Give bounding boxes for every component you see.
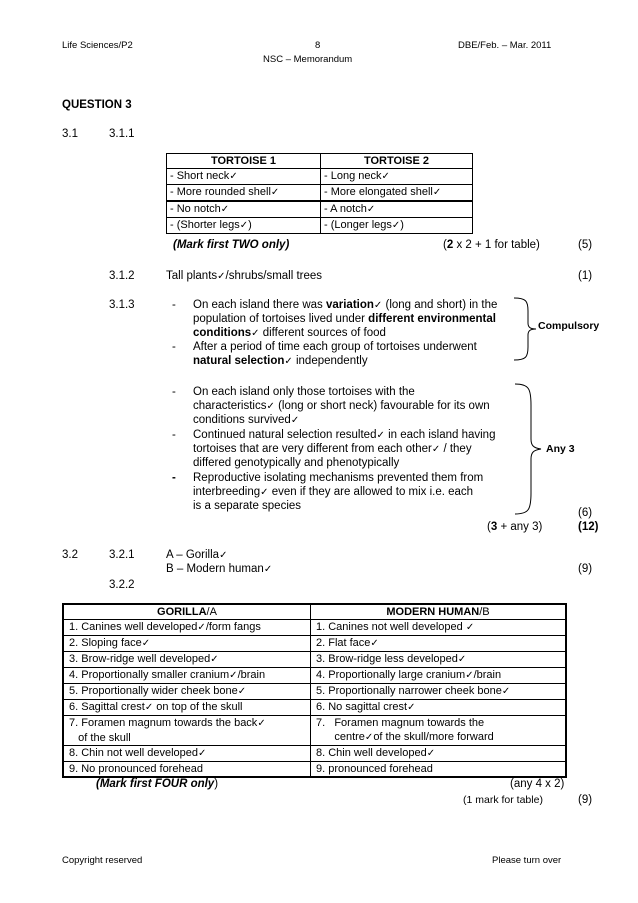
formula-open: ( [443,239,447,251]
text-bold: MODERN HUMAN [386,606,480,618]
tortoise-table [166,153,473,234]
text-bold: GORILLA [157,606,207,618]
tick-icon: ✓ [220,204,230,215]
answer-text: /shrubs/small trees [225,270,323,282]
bullet-5-line-1: Reproductive isolating mechanisms prevented them from [193,472,484,484]
tick-icon: ✓ [391,220,401,231]
header-subtitle: NSC – Memorandum [263,54,353,65]
text: (long or short neck) favourable for its own [274,400,490,412]
tick-icon: ✓ [370,638,379,649]
bullet-1-line-1 [193,298,497,313]
text: 9. pronounced forehead [316,763,433,775]
cell-text: - (Longer legs [324,219,392,231]
text: 1. Canines not well developed [316,621,466,633]
gorilla-header [63,604,311,620]
gorilla-human-table [62,603,567,778]
table-cell [311,684,567,700]
table-cell [311,620,567,636]
cell-text: - A notch [324,203,367,215]
tick-icon: ✓ [257,718,266,729]
tick-icon: ✓ [266,401,275,412]
close-paren: ) [400,219,404,231]
text: 7. Foramen magnum towards the back [69,717,258,729]
text: 4. Proportionally smaller cranium [69,669,230,681]
table-cell [63,668,311,684]
bullet-2-line-2 [193,354,368,369]
text: /B [479,606,490,618]
cell-text: - More rounded shell [170,186,271,198]
text: 1. Canines well developed [69,621,198,633]
tick-icon: ✓ [210,654,219,665]
tick-icon: ✓ [239,220,249,231]
bullet-dash: - [172,472,176,484]
any-3-brace [513,383,545,515]
bullet-5-line-3: is a separate species [193,500,302,512]
text: of the skull/more forward [373,731,494,743]
tick-icon: ✓ [229,670,238,681]
bullet-dash: - [172,341,176,353]
text: /brain [473,669,502,681]
table-row [63,636,566,652]
table-row [63,668,566,684]
table-cell [321,218,473,234]
tortoise-2-header: TORTOISE 2 [321,154,473,169]
table-row [63,652,566,668]
table-cell [63,684,311,700]
text-bold: conditions [193,327,252,339]
q3-1-2-answer [166,269,322,284]
text: 8. Chin well developed [316,747,427,759]
q3-1-1-number: 3.1.1 [109,128,135,140]
table-cell [311,762,567,778]
text: 3. Brow-ridge less developed [316,653,458,665]
table-cell [167,218,321,234]
text-bold: natural selection [193,355,285,367]
table-cell [311,636,567,652]
tick-icon: ✓ [381,171,390,182]
table-cell [311,746,567,762]
table-cell [63,652,311,668]
text: ) [214,778,219,790]
header-right: DBE/Feb. – Mar. 2011 [458,40,552,51]
table-cell [311,652,567,668]
bullet-dash: - [172,386,176,398]
text: A – Gorilla [166,549,220,561]
marks-formula [443,238,540,252]
text: characteristics [193,400,267,412]
table-row [63,700,566,716]
table-cell [167,169,321,185]
q3-2-2-number: 3.2.2 [109,579,135,591]
table-cell [311,668,567,684]
text: 4. Proportionally large cranium [316,669,466,681]
bullet-4-line-1 [193,428,495,443]
text: 7. Foramen magnum towards the [316,717,485,729]
tick-icon: ✓ [465,622,475,633]
table-cell [63,746,311,762]
bullet-5-line-2 [193,485,473,500]
cell-text: - Short neck [170,170,230,182]
question-title: QUESTION 3 [62,99,132,111]
tick-icon: ✓ [465,670,474,681]
marks-3-1-3: (6) [578,507,593,519]
tick-icon: ✓ [457,654,467,665]
tick-icon: ✓ [263,564,273,575]
tortoise-1-header: TORTOISE 1 [167,154,321,169]
formula-bold: 2 [446,239,454,251]
tick-icon: ✓ [426,748,436,759]
footer-left: Copyright reserved [62,855,143,866]
table-row [63,684,566,700]
text: 5. Proportionally narrower cheek bone [316,685,502,697]
sum-formula [487,520,542,534]
table-cell [321,201,473,218]
table-cell [63,762,311,778]
table-cell [311,716,567,746]
text: on top of the skull [153,701,243,713]
text: /form fangs [205,621,261,633]
tick-icon: ✓ [229,171,238,182]
text-bold-italic: (Mark first FOUR only [96,778,215,790]
tick-icon: ✓ [217,271,226,282]
marks-3-2-2: (9) [578,794,593,806]
text: tortoises that are very different from each other [193,443,432,455]
text: (long and short) in the [382,299,498,311]
text: Continued natural selection resulted [193,429,377,441]
formula-rest: x 2 + 1 for table) [453,239,540,251]
tick-icon: ✓ [198,748,207,759]
text: 2. Flat face [316,637,371,649]
tick-icon: ✓ [284,356,293,367]
text: 6. No sagittal crest [316,701,408,713]
cell-text: - Long neck [324,170,382,182]
human-header [311,604,567,620]
tick-icon: ✓ [432,187,442,198]
bullet-dash: - [172,299,176,311]
tick-icon: ✓ [364,732,374,743]
bullet-4-line-3: differed genotypically and phenotypically [193,457,400,469]
text: 2. Sloping face [69,637,142,649]
any-4-note: (any 4 x 2) [510,778,565,790]
table-row [63,762,566,778]
table-cell [321,185,473,202]
cell-text: - No notch [170,203,221,215]
q3-1-3-number: 3.1.3 [109,299,135,311]
text: 3. Brow-ridge well developed [69,653,211,665]
tick-icon: ✓ [290,415,300,426]
bullet-3-line-1: On each island only those tortoises with the [193,386,415,398]
sum-bold: 3 [490,521,498,533]
table-row [63,620,566,636]
table-cell [63,700,311,716]
tick-icon: ✓ [260,487,269,498]
table-cell [311,700,567,716]
answer-a [166,548,227,563]
table-mark-note: (1 mark for table) [463,794,543,806]
text: of the skull [69,732,131,744]
text: 8. Chin not well developed [69,747,199,759]
header-left: Life Sciences/P2 [62,40,133,51]
answer-b [166,562,272,577]
q3-2-number: 3.2 [62,549,78,561]
table-cell [167,185,321,202]
tick-icon: ✓ [237,686,247,697]
text: / they [440,443,472,455]
tick-icon: ✓ [197,622,206,633]
text-bold: variation [325,299,374,311]
bullet-3-line-2 [193,399,490,414]
text: interbreeding [193,486,261,498]
tick-icon: ✓ [373,300,383,311]
q3-1-2-number: 3.1.2 [109,270,135,282]
text: 6. Sagittal crest [69,701,145,713]
sum-open: ( [487,521,491,533]
bullet-4-line-2 [193,442,472,457]
text: 9. No pronounced forehead [69,763,203,775]
marks-3-1-1: (5) [578,239,593,251]
text-bold: different environmental [368,313,496,325]
tick-icon: ✓ [431,444,441,455]
table-row [63,716,566,746]
answer-text: Tall plants [166,270,218,282]
text: population of tortoises lived under [193,313,369,325]
bullet-1-line-3 [193,326,386,341]
tick-icon: ✓ [251,328,260,339]
text: centre [316,731,365,743]
table-cell [63,620,311,636]
tick-icon: ✓ [144,702,154,713]
page-number: 8 [315,40,321,51]
text: On each island there was [193,299,326,311]
bullet-2-line-1: After a period of time each group of tortoises underwent [193,341,477,353]
table-cell [321,169,473,185]
tick-icon: ✓ [501,686,511,697]
tick-icon: ✓ [366,204,376,215]
text: 5. Proportionally wider cheek bone [69,685,238,697]
cell-text: - (Shorter legs [170,219,240,231]
q3-2-1-number: 3.2.1 [109,549,135,561]
bullet-1-line-2 [193,312,496,326]
close-paren: ) [248,219,252,231]
cell-text: - More elongated shell [324,186,433,198]
text: B – Modern human [166,563,264,575]
total-3-1: (12) [578,521,599,533]
text: /A [206,606,217,618]
marks-3-1-2: (1) [578,270,593,282]
tick-icon: ✓ [219,550,228,561]
tick-icon: ✓ [270,187,280,198]
text: different sources of food [259,327,386,339]
tick-icon: ✓ [407,702,416,713]
marks-3-2-1: (9) [578,563,593,575]
table-cell [63,636,311,652]
mark-first-four-note [96,777,218,791]
q3-1-number: 3.1 [62,128,78,140]
text: conditions survived [193,414,291,426]
text: even if they are allowed to mix i.e. each [268,486,474,498]
tick-icon: ✓ [376,430,385,441]
footer-right: Please turn over [492,855,562,866]
text: /brain [237,669,266,681]
text: in each island having [384,429,496,441]
table-cell [167,201,321,218]
compulsory-label: Compulsory [538,320,600,332]
bullet-dash: - [172,429,176,441]
table-row [63,746,566,762]
bullet-3-line-3 [193,413,299,428]
any-3-label: Any 3 [546,443,575,455]
sum-rest: + any 3) [497,521,543,533]
table-cell [63,716,311,746]
text: independently [292,355,368,367]
mark-first-two-note: (Mark first TWO only) [173,239,290,251]
tick-icon: ✓ [141,638,151,649]
